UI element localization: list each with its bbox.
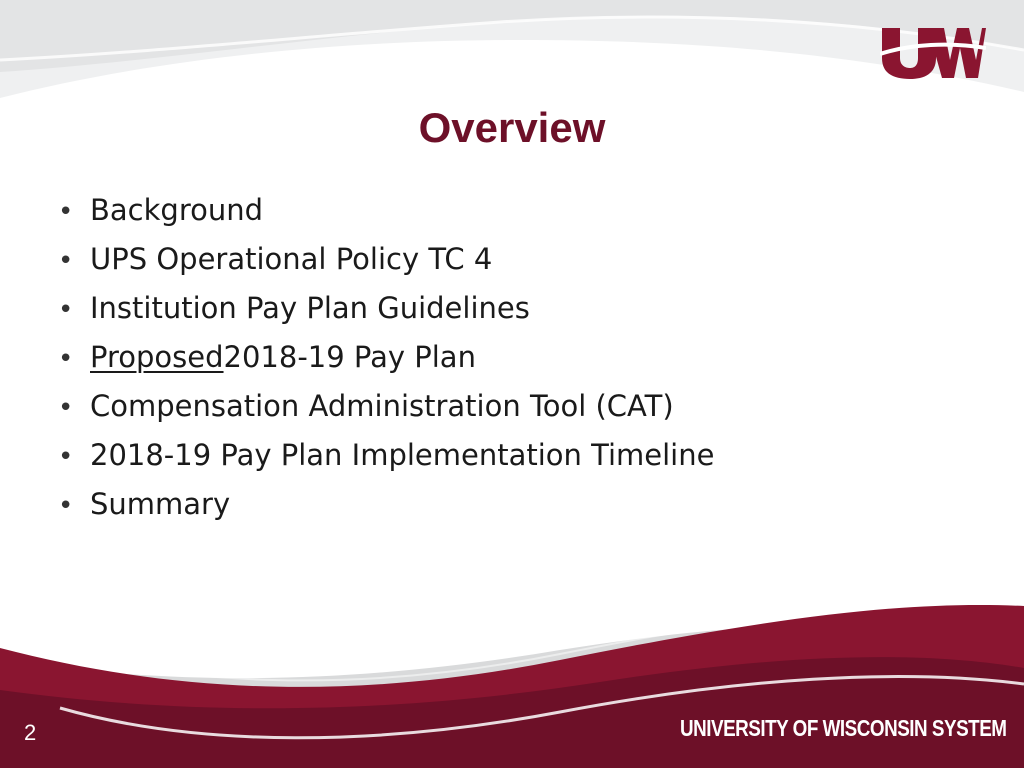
bullet-dot-icon: • — [58, 491, 74, 521]
bullet-dot-icon: • — [58, 344, 74, 374]
bullet-text: 2018-19 Pay Plan Implementation Timeline — [90, 438, 715, 472]
bullet-text: UPS Operational Policy TC 4 — [90, 242, 493, 276]
bullet-text: Institution Pay Plan Guidelines — [90, 291, 530, 325]
bullet-dot-icon: • — [58, 442, 74, 472]
bullet-dot-icon: • — [58, 393, 74, 423]
bullet-item — [58, 438, 714, 487]
bullet-item — [58, 340, 714, 389]
bullet-text: Background — [90, 193, 264, 227]
bullet-item — [58, 291, 714, 340]
bullet-item — [58, 242, 714, 291]
bullet-list — [58, 193, 714, 536]
footer-wordmark: UNIVERSITY OF WISCONSIN SYSTEM — [680, 715, 1007, 741]
bullet-item — [58, 193, 714, 242]
bullet-dot-icon: • — [58, 295, 74, 325]
bullet-dot-icon: • — [58, 197, 74, 227]
bullet-text: Summary — [90, 487, 231, 521]
bullet-item — [58, 389, 714, 438]
slide-title: Overview — [418, 104, 606, 151]
bullet-dot-icon: • — [58, 246, 74, 276]
bullet-item — [58, 487, 714, 536]
uw-logo — [880, 24, 986, 80]
page-number: 2 — [24, 720, 37, 745]
bullet-underlined-text: Proposed — [90, 340, 224, 374]
bullet-text: Compensation Administration Tool (CAT) — [90, 389, 674, 423]
bullet-text: 2018-19 Pay Plan — [223, 340, 476, 374]
